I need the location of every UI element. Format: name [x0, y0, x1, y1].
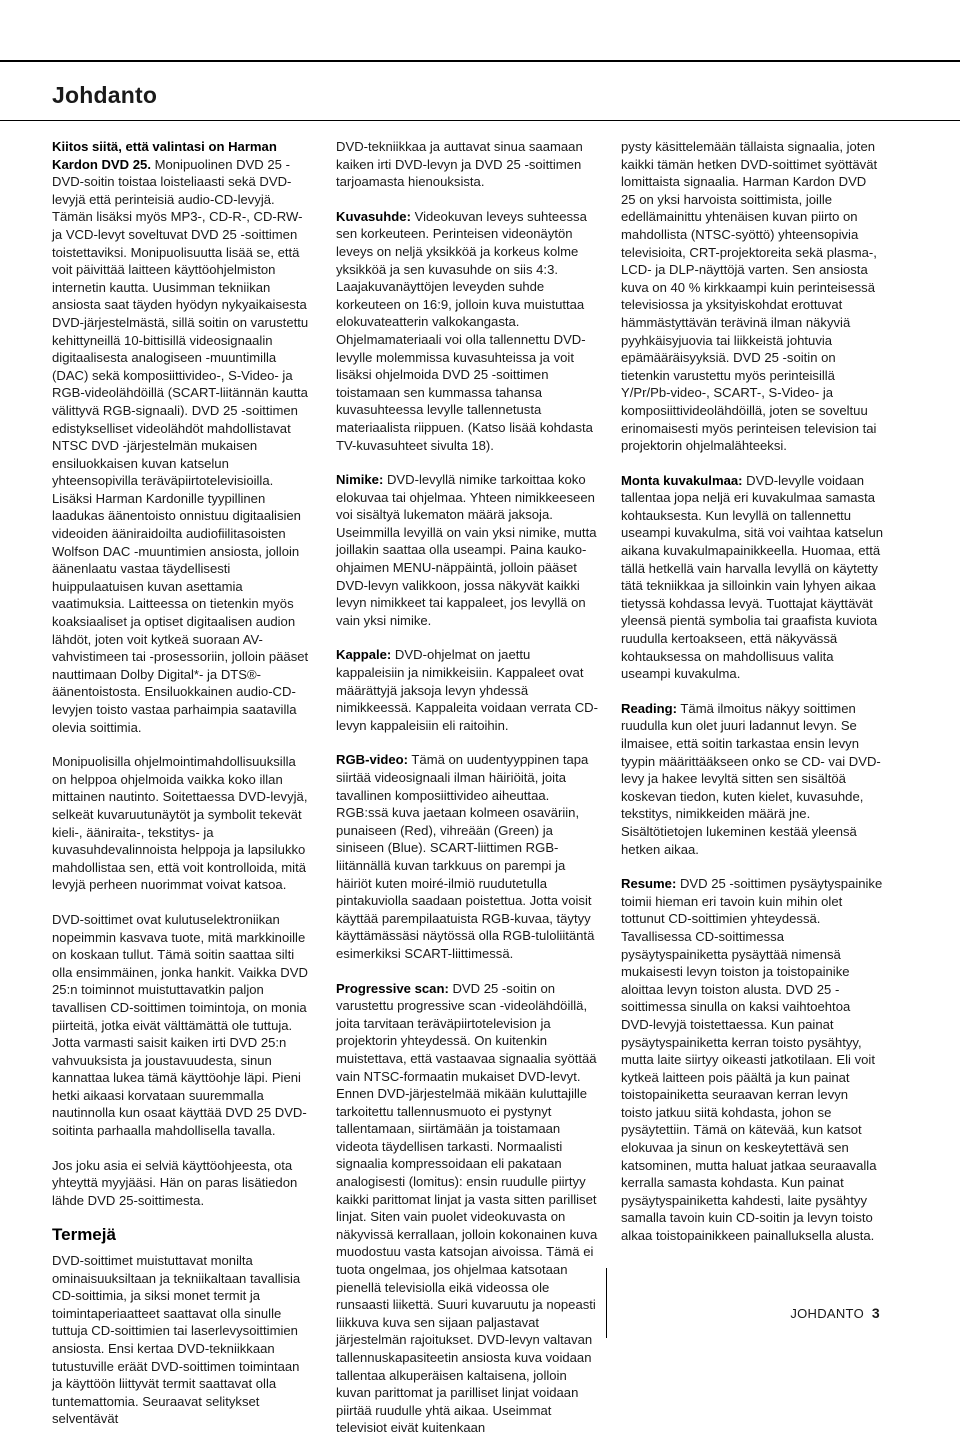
term-multi-angle	[621, 472, 883, 683]
term-label: Kappale:	[336, 647, 392, 663]
term-progressive-scan	[336, 980, 598, 1437]
intro-paragraph	[52, 138, 312, 736]
page-title: Johdanto	[52, 82, 158, 108]
term-chapter	[336, 646, 598, 734]
term-label: Progressive scan:	[336, 980, 449, 996]
footer-divider	[606, 1268, 607, 1338]
column-2	[336, 138, 598, 1454]
title-underline	[0, 120, 960, 121]
term-aspect-ratio	[336, 208, 598, 454]
programming-paragraph: Monipuolisilla ohjelmointimahdollisuuksilla on helppoa ohjelmoida vaikka koko illan mittainen nautinto. Soitettaessa DVD-levyjä, selkeät kuvaruutunäytöt ja symbolit tekevät kieli-, ääniraita-, tekstitys- ja kuvasuhdevalinnoista helppoja ja lapsilukko mahdollistaa sen, että voit kontrolloida, mitä levyjä perheen nuorimmat voivat katsoa.	[52, 754, 308, 893]
term-label: RGB-video:	[336, 752, 409, 768]
term-label: Reading:	[621, 700, 678, 716]
continuation-paragraph: pysty käsittelemään tällaista signaalia, joten kaikki tämän hetken DVD-soittimet syöttävät lomittaista signaalia. Harman Kardon DVD 25 on yksi harvoista soittimista, joille edellämainittu yhtenäisen kuvan piirto on mahdollista (NTSC-syöttö) yhteensopivia televisioita, CRT-projektoreita sekä plasma-, LCD- ja DLP-näyttöjä varten. Sen ansiosta kuva on 40 % kirkkaampi kuin perinteisessä televisiossa ja yksityiskohdat erottuvat hämmästyttävän terävinä ilman näkyviä pyyhkäisyjuovia tai liikkeistä johtuvia epämääräisyyksiä. DVD 25 -soitin on tietenkin varustettu myös perinteisillä Y/Pr/Pb-video-, SCART-, S-Video- ja komposiittivideolähdöillä, joten se soveltuu erinomaisesti myös perinteisen television tai projektorin ohjelmalähteeksi.	[621, 139, 878, 454]
term-reading	[621, 700, 883, 858]
term-definition: Tämä ilmoitus näkyy soittimen ruudulla kun olet juuri ladannut levyn. Se ilmaisee, että soitin tarkastaa ensin levyn tyypin määrittääkseen onko se CD- vai DVD-levy ja hakee levyltä sitten sen sisältöä koskevan tiedon, kuten kielet, kuvasuhde, tekstitys, nimikkeiden määrä jne. Sisältötietojen lukeminen kestää yleensä hetken aikaa.	[621, 700, 881, 857]
page-number: 3	[871, 1305, 880, 1321]
terms-intro-paragraph: DVD-soittimet muistuttavat monilta ominaisuuksiltaan ja tekniikaltaan tavallisia CD-soittimia, ja siksi monet termit ja toimintaperiaatteet saattavat olla sinulle tuttuja CD-soittimien tai laserlevysoittimien ansiosta. Ensi kertaa DVD-tekniikkaan tutustuville eräät DVD-soittimen toimintaan ja käyttöön liittyvät termit saattavat olla tuntemattomia. Seuraavat selitykset selventävät	[52, 1253, 301, 1427]
top-rule	[0, 60, 960, 62]
contact-paragraph: Jos joku asia ei selviä käyttöohjeesta, ota yhteyttä myyjääsi. Hän on paras lisätiedon lähde DVD 25-soittimesta.	[52, 1157, 298, 1208]
term-definition: Videokuvan leveys suhteessa sen korkeuteen. Perinteisen videonäytön leveys on neljä yksikköä ja korkeus kolme yksikköä ja sen kuvasuhde on siis 4:3. Laajakuvanäyttöjen leveyden suhde korkeuteen on 16:9, jolloin kuva muistuttaa elokuvateatterin valkokangasta. Ohjelmamateriaali voi olla tallennettu DVD-levylle molemmissa kuvasuhteissa ja voit lisäksi ohjelmoida DVD 25 -soittimen toistamaan sen kummassa tahansa kuvasuhteessa levylle tallennetusta materiaalista riippuen. (Katso lisää kohdasta TV-kuvasuhteet sivulta 18).	[336, 208, 593, 453]
term-definition: DVD-ohjelmat on jaettu kappaleisiin ja nimikkeisiin. Kappaleet ovat määrättyjä jaksoja levyn yhdessä nimikkeessä. Kappaleita voidaan verrata CD-levyn kappaleisiin eli raitoihin.	[336, 647, 599, 733]
term-label: Resume:	[621, 876, 677, 892]
term-label: Monta kuvakulmaa:	[621, 472, 743, 488]
column-3	[621, 138, 883, 1262]
term-definition: DVD 25 -soittimen pysäytyspainike toimii hieman eri tavoin kuin mihin olet tottunut CD-soittimien yhteydessä. Tavallisessa CD-soittimessa pysäytyspainiketta pysäyttää nimensä mukaisesti levyn toiston ja toistopainike aloittaa levyn toiston alusta. DVD 25 -soittimessa sinulla on kaksi vaihtoehtoa DVD-levyjä toistettaessa. Kun painat pysäytyspainiketta kerran toisto pysähtyy, mutta laite siirtyy oikeasti jatkotilaan. Eli voit kytkeä laitteen pois päältä ja kun painat toistopainiketta seuraavan kerran levyn toisto jatkuu siitä kohdasta, johon se pysäytettiin. Tämä on kätevää, kun katsot elokuvaa ja sinun on keskeytettävä sen katsominen, mutta haluat jatkaa seuraavalla kerralla samasta kohdasta. Kun painat pysäytyspainiketta kahdesti, laite pysähtyy samalla tavoin kuin CD-soitin ja levyn toisto alkaa toistopainikkeen painalluksella alusta.	[621, 876, 883, 1244]
term-title	[336, 471, 598, 629]
term-definition: DVD-levylle voidaan tallentaa jopa neljä eri kuvakulmaa samasta kohtauksesta. Kun levyllä on tallennettu useampi kuvakulma, sitä voi vaihtaa katselun aikana kuvakulmapainikkeella. Huomaa, että tällä hetkellä vain harvalla levyllä on käytetty tätä tekniikkaa ja silloinkin vain lyhyen aikaa tietyssä kohdassa levyä. Tuottajat käyttävät yleensä pientä symbolia tai graafista kuviota ruudulla kertoakseen, että näkyvässä kohtauksessa on mahdollisuus valita useampi kuvakulma.	[621, 472, 884, 682]
term-definition: Tämä on uudentyyppinen tapa siirtää videosignaali ilman häiriöitä, joita tavallinen komposiittivideo aiheuttaa. RGB:ssä kuva jaetaan kolmeen osaväriin, punaiseen (Red), vihreään (Green) ja siniseen (Blue). SCART-liittimen RGB-liitännällä kuvan tarkkuus on parempi ja häiriöt kuten moiré-ilmiö ruudutetulla pintakuviolla saadaan poistettua. Jotta voisit käyttää parempilaatuista RGB-kuvaa, täytyy käyttämässäsi näytössä olla RGB-tuloliitäntä esimerkiksi SCART-liittimessä.	[336, 752, 595, 961]
term-definition: DVD-levyllä nimike tarkoittaa koko elokuvaa tai ohjelmaa. Yhteen nimikkeeseen voi sisältyä lukematon määrä jaksoja. Useimmilla levyillä on vain yksi nimike, mutta joillakin saattaa olla useampi. Paina kauko-ohjaimen MENU-näppäintä, jolloin pääset DVD-levyn valikkoon, jossa näkyvät kaikki levyn nimikkeet tai kappaleet, jos levyllä on vain yksi nimike.	[336, 472, 597, 628]
term-definition: DVD 25 -soitin on varustettu progressive scan -videolähdöillä, joita tarvitaan teräväpiirtotelevision ja projektorin yhteydessä. On kuitenkin muistettava, että vastaavaa signaalia syöttää vain NTSC-formaatin mukaiset DVD-levyt. Ennen DVD-järjestelmää mikään kuluttajille tarkoitettu tallennusmuoto ei pystynyt tallentamaan, siirtämään ja toistamaan videota täydellisen tarkasti. Normaalisti signaalia kompressoidaan eli pakataan analogisesti (lomitus): ensin ruudulle piirtyy kaikki parittomat linjat ja vasta sitten parilliset linjat. Siten vain puolet videokuvasta on näkyvissä kerrallaan, jolloin kokonainen kuva muodostuu vasta katsojan aivoissa. Tämä ei tuota ongelmaa, jos ohjelmaa katsotaan pienellä televisiolla eikä videossa ole runsaasti liikettä. Suuri kuvaruutu ja nopeasti liikkuva kuva sen sijaan paljastavat järjestelmän rajoitukset. DVD-levyn valtavan tallennuskapasiteetin ansiosta kuva voidaan tallentaa alkuperäisen kaltaisena, jolloin kuvan parittomat ja parilliset linjat voidaan piirtää ruudulle yhtä aikaa. Useimmat televisiot eivät kuitenkaan	[336, 980, 598, 1436]
continuation-paragraph: DVD-tekniikkaa ja auttavat sinua saamaan kaiken irti DVD-levyn ja DVD 25 -soittimen tarjoamasta hienouksista.	[336, 139, 583, 190]
terms-heading: Termejä	[52, 1225, 116, 1245]
intro-lead: Kiitos siitä, että valintasi on Harman Kardon DVD 25.	[52, 139, 277, 172]
term-label: Nimike:	[336, 472, 384, 488]
page-footer	[790, 1305, 880, 1321]
intro-text: Monipuolinen DVD 25 -DVD-soitin toistaa loisteliaasti sekä DVD-levyjä että perinteisiä audio-CD-levyjä. Tämän lisäksi myös MP3-, CD-R-, CD-RW- ja VCD-levyt soveltuvat DVD 25 -soittimen toistettaviksi. Monipuolisuutta lisää se, että voit päivittää laitteen käyttöohjelmiston internetin kautta. Uusimman tekniikan ansiosta saat täyden hyödyn nykyaikaisesta DVD-järjestelmästä, sillä soitin on varustettu kehittyneillä 10-bittisillä videosignaalin digitaalisesta analogiseen -muuntimilla (DAC) sekä komposiittivideo-, S-Video- ja RGB-videolähdöillä (SCART-liitännän kautta välittyvä RGB-signaali). DVD 25 -soittimen edistykselliset videolähdöt mahdollistavat NTSC DVD -järjestelmän mukaisen ensiluokkaisen kuvan katselun yhteensopivilla teräväpiirtotelevisioilla. Lisäksi Harman Kardonille tyypillinen laadukas äänentoisto onnistuu digitaalisien videoiden ääniraidoilta audiofiilitasoisten Wolfson DAC -muuntimien ansiosta, jolloin äänenlaatu vastaa täydellisesti huippulaatuisen kuvan asettamia vaatimuksia. Laitteessa on tietenkin myös koaksiaaliset ja optiset digitaalisen audion lähdöt, joten voit kytkeä suoraan AV-vahvistimeen tai -prosessoriin, jolloin pääset nauttimaan Dolby Digital*- ja DTS®-äänentoistosta. Ensiluokkainen audio-CD-levyjen toisto vastaa parhaimpia saatavilla olevia soittimia.	[52, 156, 309, 735]
footer-section: JOHDANTO	[790, 1306, 864, 1321]
column-1	[52, 138, 312, 1445]
term-resume	[621, 875, 883, 1244]
dvd-growth-paragraph: DVD-soittimet ovat kulutuselektroniikan nopeimmin kasvava tuote, mitä markkinoille on koskaan tullut. Tämä soitin saattaa silti olla ensimmäinen, jonka hankit. Vaikka DVD 25:n toiminnot muistuttavatkin paljon tavallisen CD-soittimen toimintoja, on monia piirteitä, jotka eivät välttämättä ole tuttuja. Jotta varmasti saisit kaiken irti DVD 25:n vahvuuksista ja joustavuudesta, sinun kannattaa lukea tämä käyttöohje läpi. Pieni hetki aikaasi korvataan suuremmalla nautinnolla kun osaat käyttää DVD 25 DVD-soitinta parhaalla mahdollisella tavalla.	[52, 911, 308, 1139]
term-label: Kuvasuhde:	[336, 208, 411, 224]
term-rgb-video	[336, 751, 598, 962]
